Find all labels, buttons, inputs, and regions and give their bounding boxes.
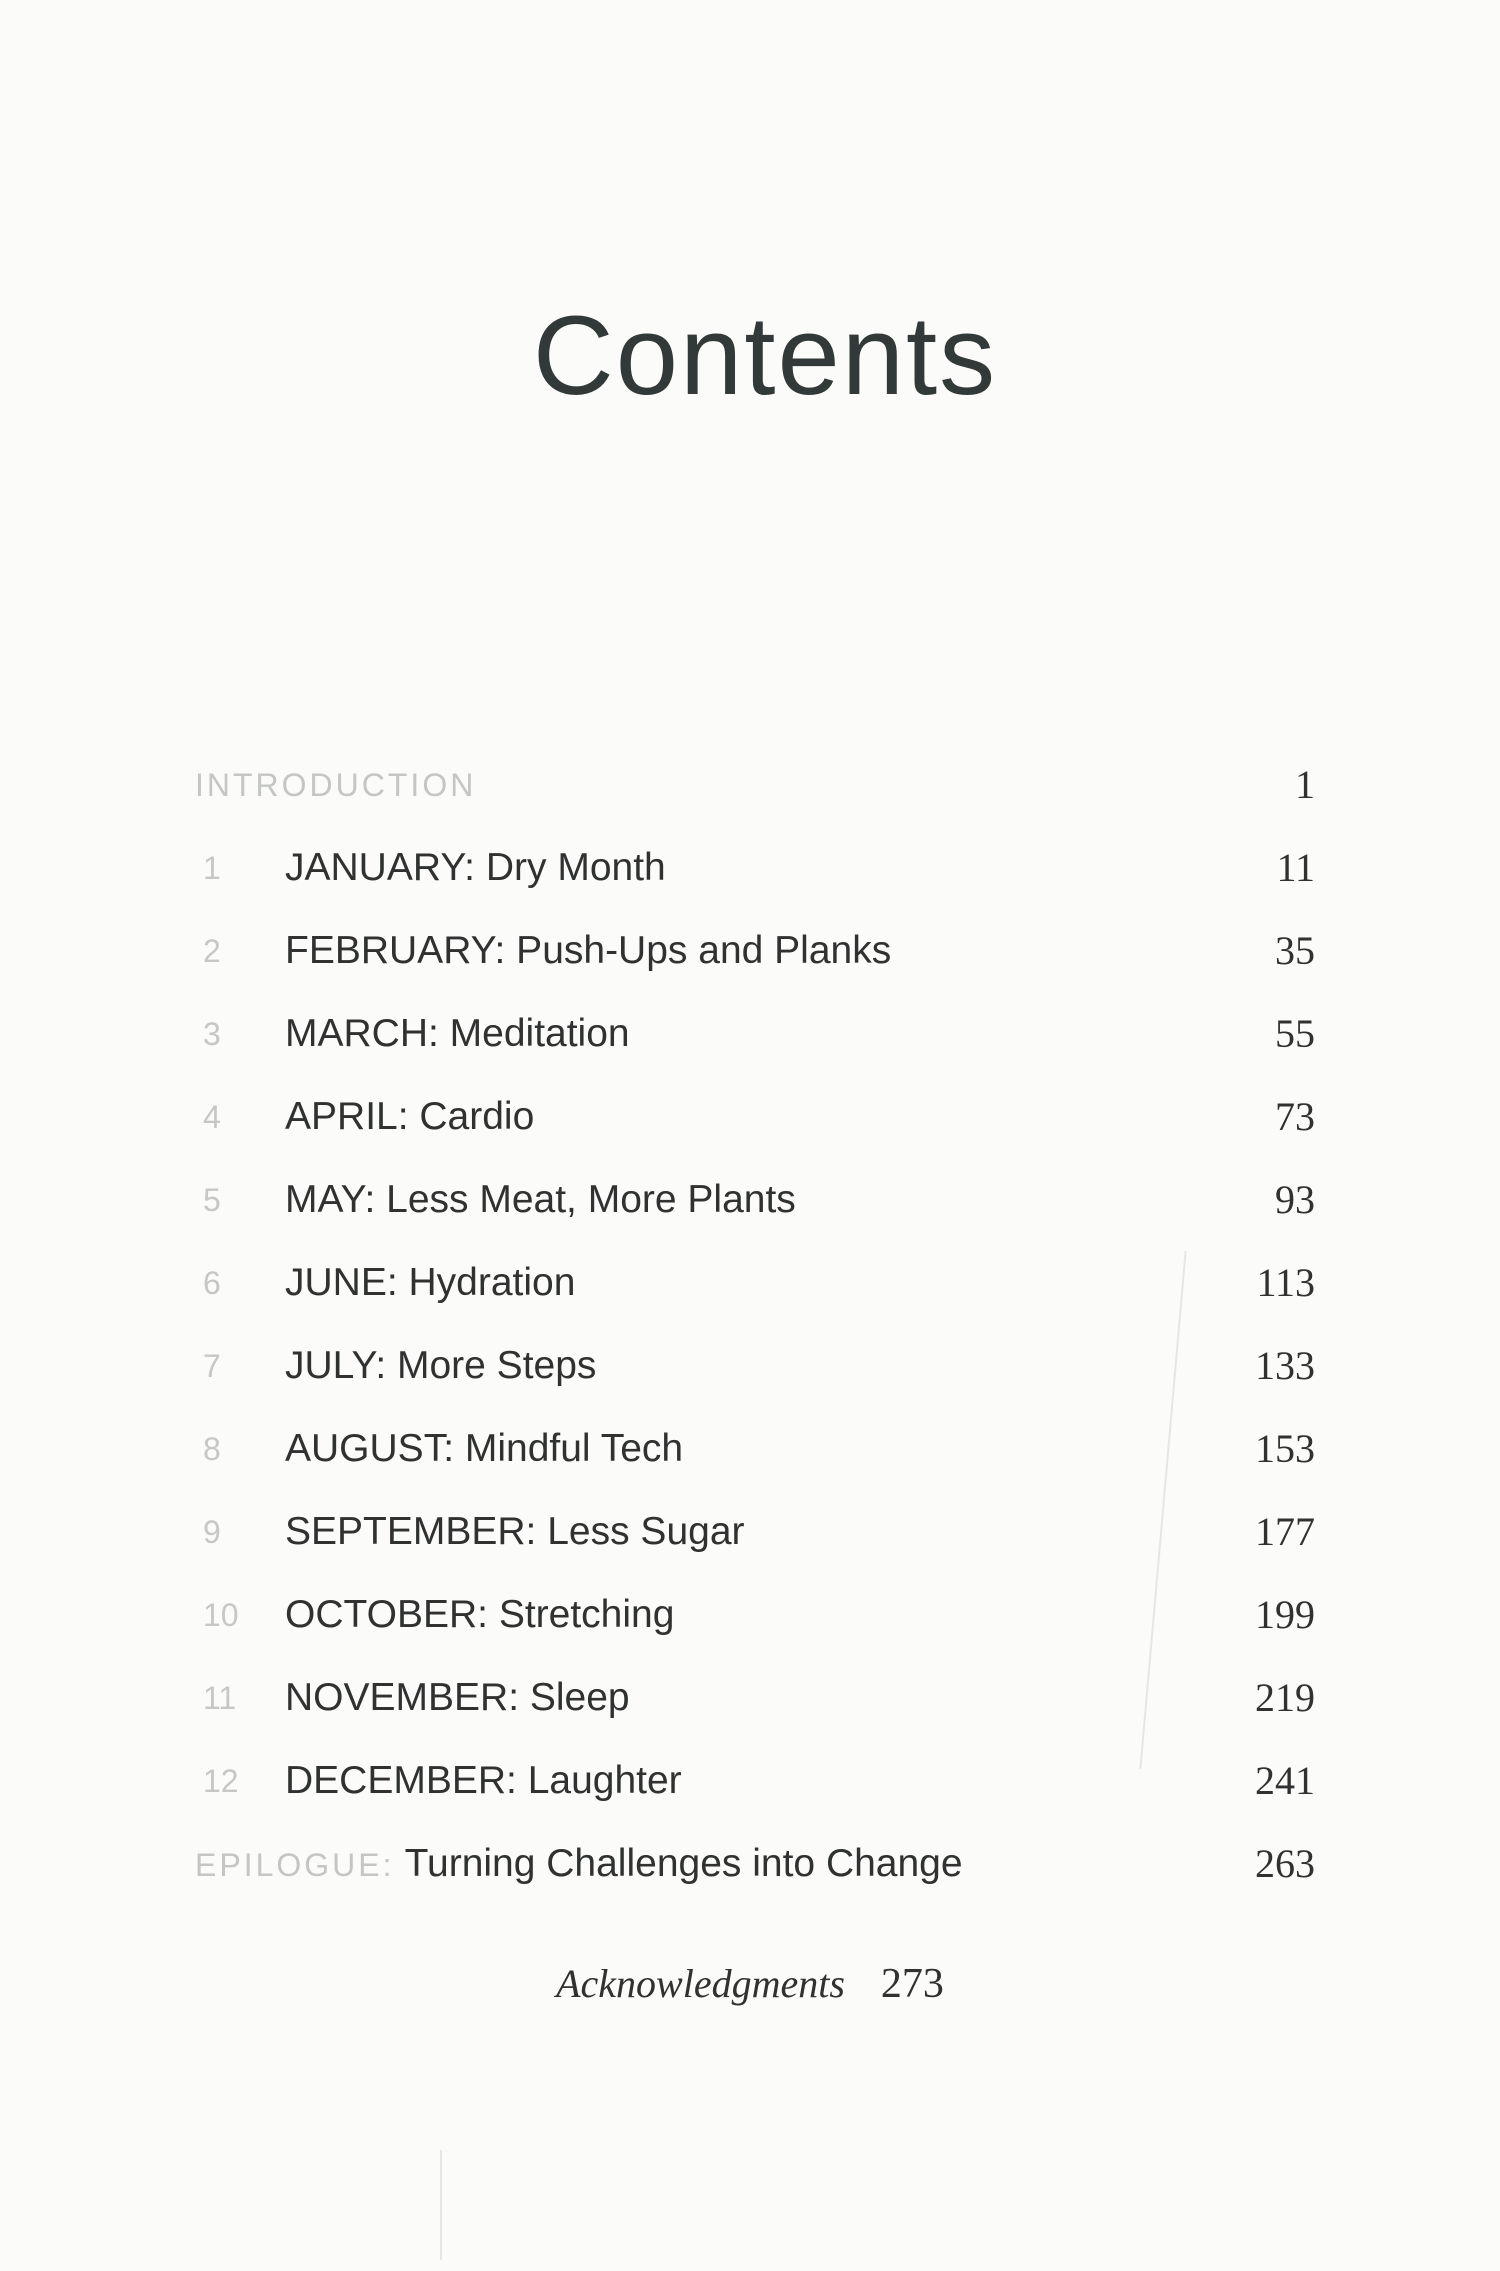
chapter-number: 11 bbox=[203, 1680, 237, 1716]
toc-entry-chapter-4[interactable] bbox=[195, 1087, 1315, 1147]
acknowledgments-page: 273 bbox=[880, 1961, 944, 2007]
toc-entry-chapter-7[interactable] bbox=[195, 1336, 1315, 1396]
chapter-number: 5 bbox=[203, 1182, 221, 1218]
toc-entry-page: 35 bbox=[1275, 928, 1315, 973]
toc-entry-chapter-5[interactable] bbox=[195, 1170, 1315, 1230]
chapter-number: 3 bbox=[203, 1016, 221, 1052]
toc-entry-label bbox=[195, 1834, 963, 1895]
toc-entry-chapter-12[interactable] bbox=[195, 1751, 1315, 1811]
chapter-number: 12 bbox=[203, 1763, 239, 1799]
toc-entry-page: 241 bbox=[1255, 1758, 1315, 1803]
toc-entry-label: NOVEMBER: Sleep bbox=[285, 1676, 630, 1719]
chapter-number: 2 bbox=[203, 933, 221, 969]
toc-entry-chapter-2[interactable] bbox=[195, 921, 1315, 981]
toc-entry-label: SEPTEMBER: Less Sugar bbox=[285, 1510, 745, 1553]
epilogue-title: Turning Challenges into Change bbox=[404, 1842, 963, 1885]
toc-entry-page: 93 bbox=[1275, 1177, 1315, 1222]
toc-entry-label: MAY: Less Meat, More Plants bbox=[285, 1178, 796, 1221]
chapter-number: 10 bbox=[203, 1597, 239, 1633]
toc-entry-page: 73 bbox=[1275, 1094, 1315, 1139]
toc-entry-label: JANUARY: Dry Month bbox=[285, 846, 666, 889]
page-title: Contents bbox=[532, 293, 998, 418]
toc-entry-label: DECEMBER: Laughter bbox=[285, 1759, 682, 1802]
toc-entry-chapter-9[interactable] bbox=[195, 1502, 1315, 1562]
toc-entry-page: 177 bbox=[1255, 1509, 1315, 1554]
chapter-number: 6 bbox=[203, 1265, 221, 1301]
toc-entry-page: 11 bbox=[1276, 845, 1315, 890]
toc-entry-label: INTRODUCTION bbox=[195, 767, 477, 803]
toc-entry-page: 153 bbox=[1255, 1426, 1315, 1471]
chapter-number: 8 bbox=[203, 1431, 221, 1467]
acknowledgments-label: Acknowledgments bbox=[556, 1961, 845, 2006]
toc-entry-epilogue[interactable] bbox=[195, 1834, 1315, 1894]
toc-entry-label: MARCH: Meditation bbox=[285, 1012, 630, 1055]
toc-entry-label: JULY: More Steps bbox=[285, 1344, 597, 1387]
toc-entry-label: FEBRUARY: Push-Ups and Planks bbox=[285, 929, 892, 972]
toc-entry-page: 199 bbox=[1255, 1592, 1315, 1637]
toc-entry-page: 1 bbox=[1295, 762, 1315, 807]
toc-entry-chapter-1[interactable] bbox=[195, 838, 1315, 898]
toc-entry-label: APRIL: Cardio bbox=[285, 1095, 535, 1138]
toc-entry-label: AUGUST: Mindful Tech bbox=[285, 1427, 684, 1470]
chapter-number: 7 bbox=[203, 1348, 221, 1384]
toc-entry-page: 55 bbox=[1275, 1011, 1315, 1056]
toc-entry-label: OCTOBER: Stretching bbox=[285, 1593, 675, 1636]
scan-artifact-line bbox=[440, 2150, 442, 2260]
epilogue-prefix: EPILOGUE: bbox=[195, 1847, 395, 1883]
toc-entry-page: 133 bbox=[1255, 1343, 1315, 1388]
chapter-number: 4 bbox=[203, 1099, 221, 1135]
toc-entry-chapter-6[interactable] bbox=[195, 1253, 1315, 1313]
chapter-number: 1 bbox=[203, 850, 221, 886]
toc-entry-chapter-3[interactable] bbox=[195, 1004, 1315, 1064]
toc-entry-chapter-8[interactable] bbox=[195, 1419, 1315, 1479]
toc-entry-page: 113 bbox=[1256, 1260, 1315, 1305]
toc-entry-introduction[interactable] bbox=[195, 755, 1315, 815]
chapter-number: 9 bbox=[203, 1514, 221, 1550]
toc-entry-chapter-10[interactable] bbox=[195, 1585, 1315, 1645]
toc-entry-page: 263 bbox=[1255, 1841, 1315, 1886]
toc-entry-page: 219 bbox=[1255, 1675, 1315, 1720]
toc-entry-label: JUNE: Hydration bbox=[285, 1261, 576, 1304]
toc-entry-acknowledgments[interactable] bbox=[0, 1960, 1500, 2008]
